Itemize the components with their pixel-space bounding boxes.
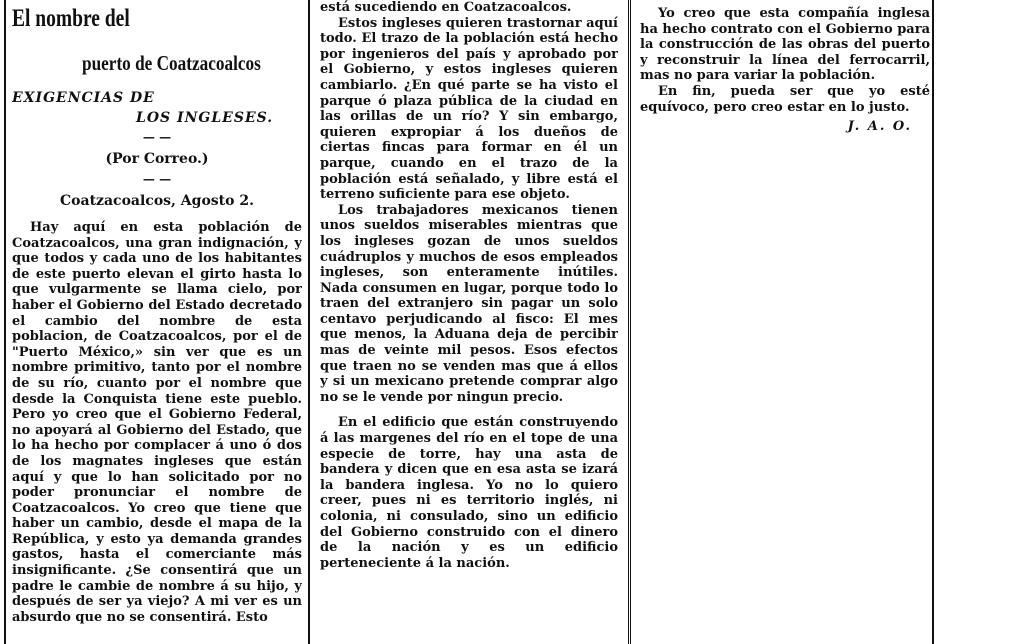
column-rule-1-2 <box>308 0 310 644</box>
paragraph-continuation: está sucediendo en Coatzacoalcos. <box>320 0 572 15</box>
dateline: Coatzacoalcos, Agosto 2. <box>60 193 254 209</box>
paragraph: En el edificio que están construyendo á las margenes del río en el tope de una especie de torre, hay una asta de bandera y dicen que en esa asta se izará la bandera inglesa. Yo no lo quiero creer, pues ni es territorio inglés, ni colonia, ni consulado, sino un edificio del Gobierno construido con el dinero de la nación y es un edificio perteneciente á la nación. <box>320 415 618 571</box>
paragraph: Hay aquí en esta población de Coatzacoalcos, una gran indignación, y que todos y cada uno de los habitantes de este puerto elevan el girto hasta lo que vulgarmente se llama cielo, por haber el Gobierno del Estado decretado el cambio del nombre de esta poblacion, de Coatzacoalcos, por el de "Puerto México,» sin ver que es un nombre primitivo, tanto por el nombre de su río, cuanto por el nombre que desde la Conquista tiene este pueblo. Pero yo creo que el Gobierno Federal, no apoyará al Gobierno del Estado, que lo ha hecho por complacer á uno ó dos de los magnates ingleses que están aquí y que lo han solicitado por no poder pronunciar el nombre de Coatzacoalcos. Yo creo que tiene que haber un cambio, desde el mapa de la República, y esto ya demanda grandes gastos, hasta el comerciante más insignificante. ¿Se consentirá que un padre le cambie de nombre á su hijo, y después de ser ya viejo? A mi ver es un absurdo que no se consentirá. Esto <box>12 220 302 625</box>
divider-dash: — — <box>142 130 172 144</box>
column-rule-2-3 <box>628 0 631 644</box>
subheadline-line-1: EXIGENCIAS DE <box>12 90 155 106</box>
divider-dash: — — <box>142 172 172 186</box>
column-3 <box>640 0 930 644</box>
paragraph: Yo creo que esta compañía inglesa ha hecho contrato con el Gobierno para la construcción de las obras del puerto y reconstruir la línea del ferrocarril, mas no para variar la población. <box>640 6 930 84</box>
headline-line-1: El nombre del <box>12 5 130 32</box>
column-rule-left <box>4 0 6 644</box>
signature: J. A. O. <box>847 119 912 135</box>
headline-line-2: puerto de Coatzacoalcos <box>82 51 261 75</box>
paragraph: Estos ingleses quieren trastornar aquí todo. El trazo de la población está hecho por ingenieros del país y aprobado por el Gobierno, y estos ingleses quieren cambiarlo. ¿En qué parte se ha visto el parque ó plaza pública de la ciudad en las orillas de un río? Y sin embargo, quieren expropiar á los dueños de ciertas fincas para formar en él un parque, cuando en el trazo de la población está señalado, y libre está el terreno suficiente para ese objeto. <box>320 15 618 203</box>
column-1 <box>12 0 302 644</box>
paragraph: En fin, pueda ser que yo esté equívoco, pero creo estar en lo justo. <box>640 83 930 115</box>
column-rule-right <box>932 0 934 644</box>
byline: (Por Correo.) <box>105 151 209 167</box>
paragraph: Los trabajadores mexicanos tienen unos sueldos miserables mientras que los ingleses gozan de unos sueldos cuádruplos y muchos de esos empleados ingleses, son enteramente inútiles. Nada consumen en lugar, porque todo lo traen del extranjero sin pagar un solo centavo perjudicando al fisco: El mes que menos, la Aduana deja de percibir mas de veinte mil pesos. Esos efectos que traen no se venden mas que á ellos y si un mexicano pretende comprar algo no se le vende por ningun precio. <box>320 202 618 405</box>
subheadline-line-2: LOS INGLESES. <box>136 110 274 126</box>
column-2 <box>320 0 618 644</box>
